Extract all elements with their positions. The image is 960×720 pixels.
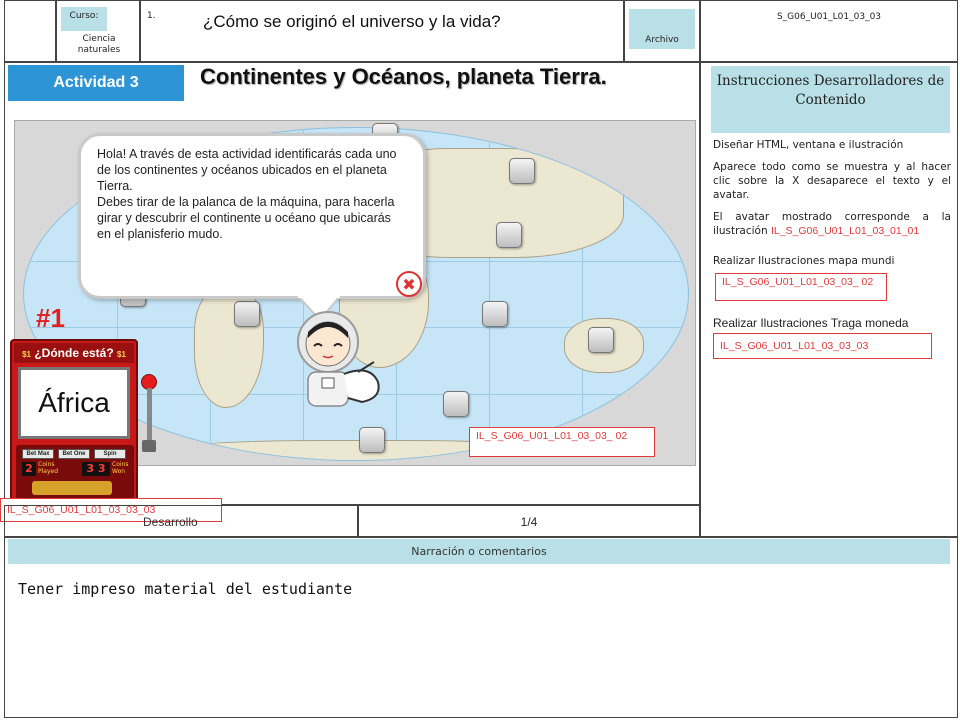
map-instruction-label: IL_S_G06_U01_L01_03_03_ 02 <box>715 273 887 301</box>
course-value: Ciencia naturales <box>77 34 121 55</box>
slot-lever[interactable] <box>138 374 160 454</box>
item-number: #1 <box>36 303 65 333</box>
course-label: Curso: <box>61 7 107 31</box>
course-cell <box>56 0 140 62</box>
file-code: S_G06_U01_L01_03_03 <box>776 12 882 22</box>
coins-played-count: 2 <box>22 462 36 476</box>
astronaut-avatar <box>278 302 388 410</box>
file-label: Archivo <box>629 9 695 49</box>
close-icon[interactable]: ✖ <box>396 271 422 297</box>
development-label: Desarrollo <box>143 515 198 529</box>
instruction-bubble: Hola! A través de esta actividad identificarás cada uno de los continentes y océanos ubicados en el planeta Tierra. Debes tirar de la palanca de la máquina, para hacerla girar y descubrir el continente u océano que ubicarás en el planisferio mudo. <box>78 133 426 299</box>
title-cell <box>140 0 624 62</box>
instructions-line-3-text: El avatar mostrado corresponde a la ilustración <box>713 211 951 237</box>
slot-window: África <box>18 367 130 439</box>
page-cell <box>358 505 700 537</box>
slot-sign <box>14 343 134 363</box>
narration-cell <box>4 537 958 718</box>
slot-machine <box>10 339 138 501</box>
instructions-line-3 <box>713 210 951 238</box>
coins-won-label: Coins Won <box>112 461 129 475</box>
code-cell <box>700 0 958 62</box>
map-marker-2[interactable] <box>509 158 535 184</box>
slot-sign-right: $1 <box>117 350 126 359</box>
instructions-line-4: Realizar Ilustraciones mapa mundi <box>713 255 895 267</box>
map-marker-6[interactable] <box>588 327 614 353</box>
lesson-title: ¿Cómo se originó el universo y la vida? <box>203 12 501 31</box>
map-marker-3[interactable] <box>496 222 522 248</box>
coins-won-count: 3 3 <box>82 462 110 476</box>
slot-sign-left: $1 <box>22 350 31 359</box>
lesson-number: 1. <box>147 11 156 21</box>
slot-sign-label: ¿Dónde está? <box>34 346 114 360</box>
instructions-line-1: Diseñar HTML, ventana e ilustración <box>713 139 904 151</box>
coin-tray <box>32 481 112 495</box>
instructions-line-2: Aparece todo como se muestra y al hacer clic sobre la X desaparece el texto y el avatar. <box>713 161 951 201</box>
instructions-line-5: Realizar Ilustraciones Traga moneda <box>713 316 909 330</box>
avatar-illustration-code: IL_S_G06_U01_L01_03_01_01 <box>770 225 920 237</box>
map-marker-8[interactable] <box>359 427 385 453</box>
map-marker-4[interactable] <box>234 301 260 327</box>
development-cell <box>4 505 358 537</box>
page-indicator: 1/4 <box>520 515 538 529</box>
slot-illustration-label: IL_S_G06_U01_L01_03_03_03 <box>0 498 222 522</box>
coins-played-label: Coins Played <box>38 461 59 475</box>
map-illustration-label: IL_S_G06_U01_L01_03_03_ 02 <box>469 427 655 457</box>
file-cell <box>624 0 700 62</box>
narration-heading: Narración o comentarios <box>8 539 950 564</box>
activity-tab: Actividad 3 <box>8 65 184 101</box>
map-marker-7[interactable] <box>443 391 469 417</box>
instructions-heading: Instrucciones Desarrolladores de Contenido <box>711 66 950 133</box>
bet-one-button[interactable]: Bet One <box>58 449 90 459</box>
narration-text: Tener impreso material del estudiante <box>18 580 353 598</box>
bet-max-button[interactable]: Bet Max <box>22 449 54 459</box>
spin-button[interactable]: Spin <box>94 449 126 459</box>
map-marker-5[interactable] <box>482 301 508 327</box>
header-left-cell <box>4 0 56 62</box>
activity-title: Continentes y Océanos, planeta Tierra. <box>200 64 607 89</box>
slot-instruction-label: IL_S_G06_U01_L01_03_03_03 <box>713 333 932 359</box>
